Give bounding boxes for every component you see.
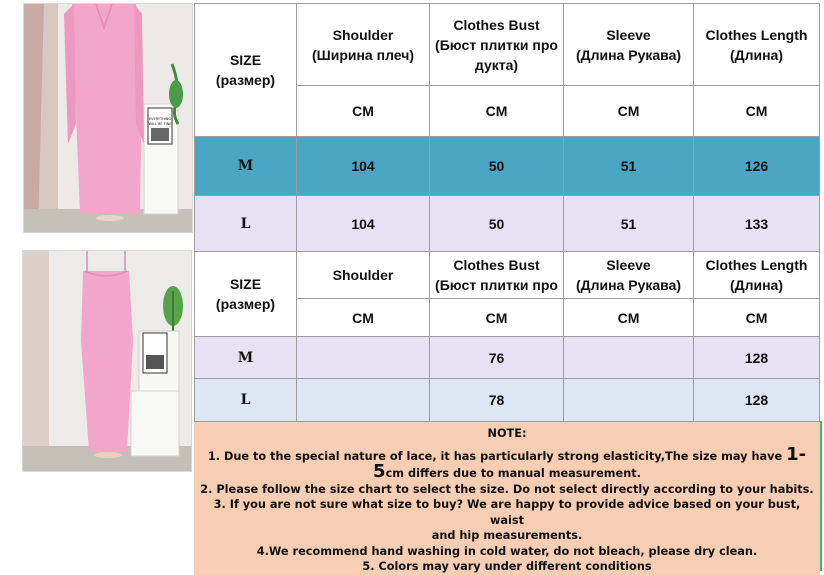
length-value: 133: [694, 196, 820, 252]
header-ru: (Длина Рукава): [575, 46, 682, 63]
header-en: Clothes Bust: [453, 257, 540, 273]
table1-header-row: [195, 4, 820, 86]
header-en: Clothes Length: [705, 26, 808, 43]
note-big-number: 1-: [786, 443, 807, 465]
note-line-7: 5. Colors may vary under different conditions: [362, 560, 652, 573]
side-accent-line: [820, 421, 822, 571]
note-line-3: 2. Please follow the size chart to select the size. Do not select directly according to your habits.: [200, 482, 814, 496]
shoulder-value-empty: [297, 379, 430, 422]
shoulder-value: 104: [297, 196, 430, 252]
shoulder-value-empty: [297, 337, 430, 379]
length-value: 126: [694, 137, 820, 196]
table1-row-l: [195, 196, 820, 252]
unit-cell: CM: [430, 86, 564, 137]
size-label: SIZE: [229, 276, 262, 292]
table2-sleeve-header: [564, 252, 694, 299]
bust-value: 50: [430, 137, 564, 196]
sleeve-value: 51: [564, 137, 694, 196]
table2-row-m: [195, 337, 820, 379]
header-en: Shoulder: [332, 26, 394, 43]
size-label-ru: (размер): [215, 72, 276, 88]
unit-cell: CM: [694, 86, 820, 137]
table2-header-row: [195, 252, 820, 299]
note-line-1: [200, 443, 814, 465]
table1-size-header: [195, 4, 297, 137]
table2-length-header: [694, 252, 820, 299]
shoulder-value: 104: [297, 137, 430, 196]
product-photo-long-sleeve: [23, 3, 193, 233]
bust-value: 78: [430, 379, 564, 422]
note-big-number: 5: [373, 461, 386, 482]
notes-panel: [194, 421, 820, 575]
note-line-5: and hip measurements.: [431, 529, 583, 542]
table1-length-header: [694, 4, 820, 86]
header-ru: (Бюст плитки про: [435, 277, 558, 293]
header-ru: (Ширина плеч): [311, 46, 415, 63]
length-value: 128: [694, 379, 820, 422]
header-en: Shoulder: [332, 267, 394, 283]
table2-bust-header: [430, 252, 564, 299]
bust-value: 50: [430, 196, 564, 252]
size-cell: L: [195, 379, 297, 422]
header-en: Sleeve: [606, 26, 651, 43]
table1-shoulder-header: [297, 4, 430, 86]
unit-cell: CM: [297, 299, 430, 337]
unit-cell: CM: [430, 299, 564, 337]
unit-cell: CM: [564, 299, 694, 337]
header-en: Clothes Length: [705, 257, 808, 273]
header-en: Clothes Bust: [453, 16, 540, 33]
length-value: 128: [694, 337, 820, 379]
size-label: SIZE: [229, 52, 262, 68]
unit-cell: CM: [694, 299, 820, 337]
size-cell: M: [195, 337, 297, 379]
table1-row-m: [195, 137, 820, 196]
size-cell: M: [195, 137, 297, 196]
table2-size-header: [195, 252, 297, 337]
header-ru: (Длина): [729, 46, 784, 63]
header-ru: (Длина Рукава): [575, 277, 682, 293]
table2-row-l: [195, 379, 820, 422]
note-text: cm differs due to manual measurement.: [385, 467, 641, 480]
header-ru-cont: дукта): [474, 56, 519, 73]
note-line-4: 3. If you are not sure what size to buy? We are happy to provide advice based on your bust, waist: [213, 498, 801, 527]
header-en: Sleeve: [606, 257, 651, 273]
notes-title: NOTE:: [487, 427, 527, 440]
unit-cell: CM: [297, 86, 430, 137]
sleeve-value: 51: [564, 196, 694, 252]
header-ru: (Длина): [729, 277, 784, 293]
unit-cell: CM: [564, 86, 694, 137]
note-line-2: [200, 461, 814, 482]
note-line-6: 4.We recommend hand washing in cold water, do not bleach, please dry clean.: [256, 544, 758, 558]
bust-value: 76: [430, 337, 564, 379]
sign-text-1: EVERYTHING: [148, 117, 172, 121]
sleeve-value-empty: [564, 337, 694, 379]
product-photo-slip-dress: [22, 250, 192, 472]
table1-sleeve-header: [564, 4, 694, 86]
header-ru: (Бюст плитки про: [435, 36, 558, 53]
note-text: 1. Due to the special nature of lace, it has particularly strong elasticity,The size may have: [207, 449, 787, 463]
sleeve-value-empty: [564, 379, 694, 422]
table2-shoulder-header: [297, 252, 430, 299]
size-label-ru: (размер): [215, 296, 276, 312]
table1-bust-header: [430, 4, 564, 86]
size-cell: L: [195, 196, 297, 252]
size-table-2: [194, 251, 820, 422]
sign-text-2: WILL BE FINE: [148, 122, 172, 126]
size-table-1: [194, 3, 820, 252]
